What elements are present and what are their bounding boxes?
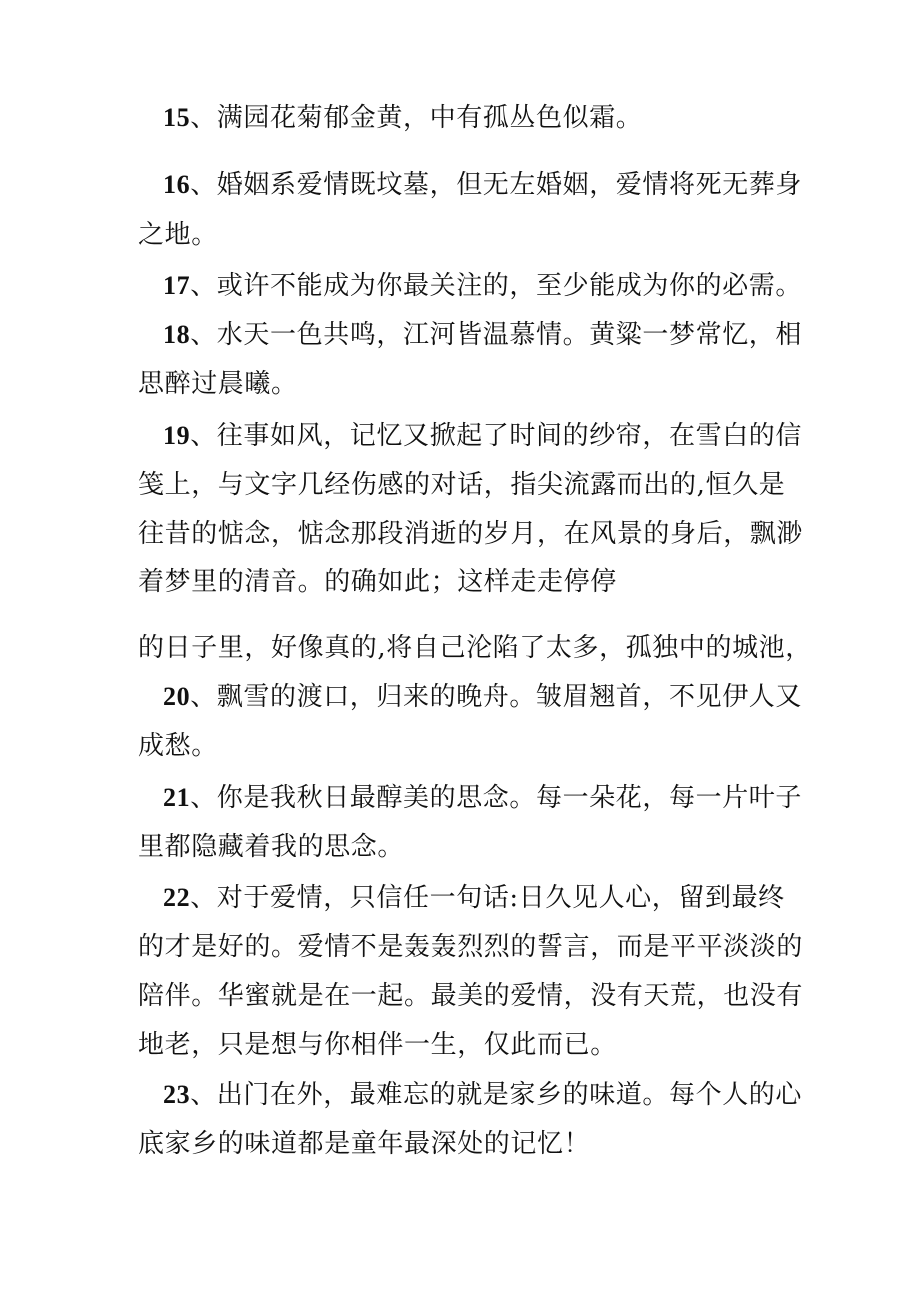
entry-text: 、或许不能成为你最关注的，至少能成为你的必需。 xyxy=(190,271,803,301)
entry-22-line-4: 地老，只是想与你相伴一生，仅此而已。 xyxy=(138,1030,617,1060)
entry-number: 16 xyxy=(163,170,191,199)
entry-text: 、飘雪的渡口，归来的晚舟。皱眉翘首，不见伊人又 xyxy=(190,682,803,712)
entry-21-line-1 xyxy=(0,778,920,818)
entry-23-line-1 xyxy=(0,1075,920,1115)
entry-16-line-1 xyxy=(0,165,920,205)
entry-text: 、水天一色共鸣，江河皆温慕情。黄粱一梦常忆，相 xyxy=(190,320,803,350)
entry-20-line-2: 成愁。 xyxy=(138,731,218,761)
entry-text: 、婚姻系爱情既坟墓，但无左婚姻，爱情将死无葬身 xyxy=(190,170,803,200)
entry-23-line-2: 底家乡的味道都是童年最深处的记忆！ xyxy=(138,1129,591,1159)
entry-22-line-3: 陪伴。华蜜就是在一起。最美的爱情，没有天荒，也没有 xyxy=(138,981,804,1011)
entry-20-line-1 xyxy=(0,677,920,717)
entry-number: 20 xyxy=(163,682,191,711)
entry-number: 23 xyxy=(163,1080,191,1109)
entry-18-line-2: 思醉过晨曦。 xyxy=(138,369,298,399)
entry-17-line-1 xyxy=(0,266,920,306)
entry-number: 19 xyxy=(163,421,191,450)
entry-21-line-2: 里都隐藏着我的思念。 xyxy=(138,832,405,862)
entry-19-line-1 xyxy=(0,416,920,456)
entry-19-line-4: 着梦里的清音。的确如此；这样走走停停 xyxy=(138,567,617,597)
entry-number: 17 xyxy=(163,271,191,300)
entry-22-line-1 xyxy=(0,878,920,918)
entry-number: 22 xyxy=(163,883,191,912)
entry-22-line-2: 的才是好的。爱情不是轰轰烈烈的誓言，而是平平淡淡的 xyxy=(138,932,804,962)
entry-19-line-2: 笺上，与文字几经伤感的对话，指尖流露而出的,恒久是 xyxy=(138,470,786,500)
entry-text: 、对于爱情，只信任一句话:日久见人心，留到最终 xyxy=(190,883,785,913)
entry-19-line-5: 的日子里，好像真的,将自己沦陷了太多，孤独中的城池， xyxy=(138,633,812,663)
entry-text: 、你是我秋日最醇美的思念。每一朵花，每一片叶子 xyxy=(190,783,803,813)
entry-16-line-2: 之地。 xyxy=(138,220,218,250)
entry-19-line-3: 往昔的惦念，惦念那段消逝的岁月，在风景的身后，飘渺 xyxy=(138,519,804,549)
entry-15-line-1 xyxy=(0,98,920,138)
entry-number: 18 xyxy=(163,320,191,349)
entry-18-line-1 xyxy=(0,315,920,355)
entry-number: 15 xyxy=(163,103,191,132)
entry-number: 21 xyxy=(163,783,191,812)
entry-text: 、出门在外，最难忘的就是家乡的味道。每个人的心 xyxy=(190,1080,803,1110)
entry-text: 、往事如风，记忆又掀起了时间的纱帘，在雪白的信 xyxy=(190,421,803,451)
entry-text: 、满园花菊郁金黄，中有孤丛色似霜。 xyxy=(190,103,643,133)
